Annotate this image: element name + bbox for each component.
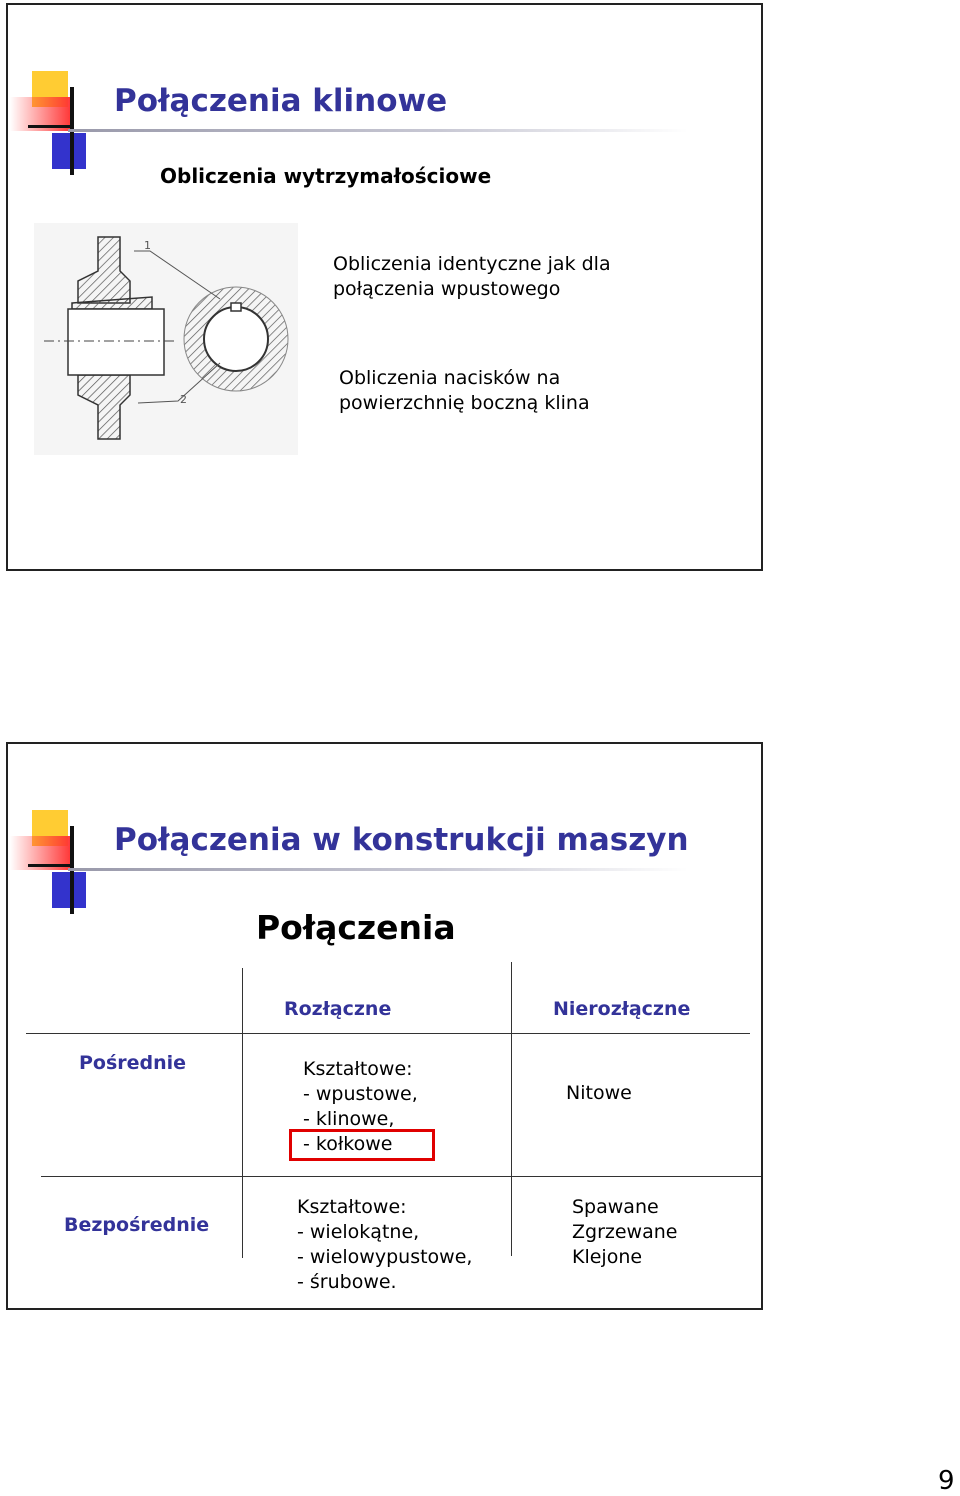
slide-title: Połączenia w konstrukcji maszyn bbox=[114, 822, 689, 858]
figure-label-2: 2 bbox=[180, 393, 187, 406]
table-divider-vertical bbox=[242, 968, 243, 1258]
cell-bezposrednie-rozlaczne: Kształtowe: - wielokątne, - wielowypustowe, - śrubowe. bbox=[297, 1196, 473, 1293]
figure-label-1: 1 bbox=[144, 239, 151, 252]
slide-polaczenia-klinowe bbox=[6, 3, 763, 571]
key-joint-figure bbox=[34, 223, 298, 455]
row-header-bezposrednie: Bezpośrednie bbox=[64, 1214, 210, 1236]
col-header-rozlaczne: Rozłączne bbox=[284, 998, 392, 1020]
col-header-nierozlaczne: Nierozłączne bbox=[553, 998, 691, 1020]
cell-posrednie-nierozlaczne: Nitowe bbox=[566, 1082, 632, 1104]
note-side-pressure: Obliczenia nacisków na powierzchnię boczną klina bbox=[339, 367, 590, 414]
title-underline bbox=[68, 129, 688, 132]
slide-title: Połączenia klinowe bbox=[114, 83, 448, 119]
table-divider-horizontal bbox=[26, 1033, 750, 1034]
page-number: 9 bbox=[938, 1466, 955, 1496]
slide-decoration-icon bbox=[8, 744, 108, 924]
cell-posrednie-rozlaczne: Kształtowe: - wpustowe, - klinowe, - kołkowe bbox=[303, 1058, 418, 1155]
table-divider-horizontal bbox=[41, 1176, 761, 1177]
slide-subtitle: Obliczenia wytrzymałościowe bbox=[160, 164, 492, 188]
table-divider-vertical bbox=[511, 962, 512, 1256]
slide-decoration-icon bbox=[8, 5, 108, 185]
cell-bezposrednie-nierozlaczne: Spawane Zgrzewane Klejone bbox=[572, 1196, 678, 1268]
title-underline bbox=[68, 868, 688, 871]
highlight-box-kolkowe bbox=[289, 1129, 435, 1161]
table-heading: Połączenia bbox=[256, 908, 456, 947]
slide-polaczenia-w-konstrukcji bbox=[6, 742, 763, 1310]
row-header-posrednie: Pośrednie bbox=[79, 1052, 187, 1074]
note-identical-calculations: Obliczenia identyczne jak dla połączenia wpustowego bbox=[333, 253, 611, 300]
